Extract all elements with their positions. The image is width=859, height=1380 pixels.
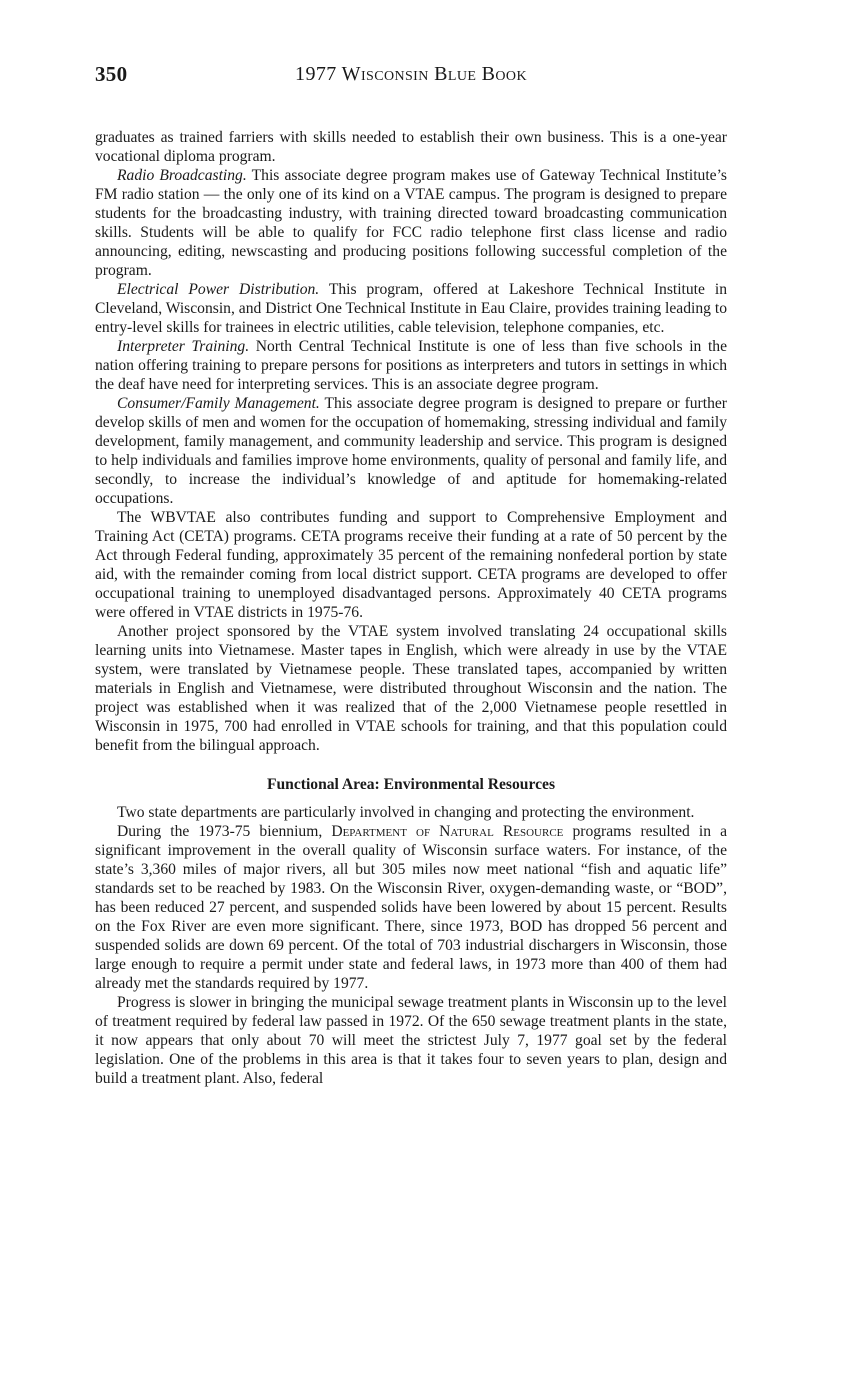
paragraph: Radio Broadcasting. This associate degree program makes use of Gateway Technical Institute’s FM radio station — the only one of its kind on a VTAE campus. The program is designed to prepare students for the broadcasting industry, with training directed toward broadcasting communication skills. Students will be able to qualify for FCC radio telephone first class license and radio announcing, editing, newscasting and producing positions following successful completion of the program.: [95, 167, 727, 279]
paragraph-title: Consumer/Family Management.: [117, 395, 320, 412]
paragraph: Two state departments are particularly involved in changing and protecting the environment.: [117, 804, 695, 821]
paragraph: Interpreter Training. North Central Technical Institute is one of less than five schools in the nation offering training to prepare persons for positions as interpreters and tutors in settings in which the deaf have need for interpreting services. This is an associate degree program.: [95, 338, 727, 393]
page-header: [95, 62, 727, 92]
department-name: Department of Natural Resource: [331, 823, 564, 840]
paragraph: Another project sponsored by the VTAE system involved translating 24 occupational skills learning units into Vietnamese. Master tapes in English, which were already in use by the VTAE system, were translated by Vietnamese people. These translated tapes, accompanied by written materials in English and Vietnamese, were distributed throughout Wisconsin and the nation. The project was established when it was realized that of the 2,000 Vietnamese people resettled in Wisconsin in 1975, 700 had enrolled in VTAE schools for training, and that this population could benefit from the bilingual approach.: [95, 623, 727, 754]
paragraph-title: Interpreter Training.: [117, 338, 250, 355]
body-text: [95, 128, 727, 1088]
paragraph: Electrical Power Distribution. This program, offered at Lakeshore Technical Institute in Cleveland, Wisconsin, and District One Technical Institute in Eau Claire, provides training leading to entry-level skills for trainees in electric utilities, cable television, telephone companies, etc.: [95, 281, 727, 336]
paragraph-title: Radio Broadcasting.: [117, 167, 247, 184]
paragraph: Progress is slower in bringing the municipal sewage treatment plants in Wisconsin up to the level of treatment required by federal law passed in 1972. Of the 650 sewage treatment plants in the state, it now appears that only about 70 will meet the strictest July 7, 1977 goal set by the federal legislation. One of the problems in this area is that it takes four to seven years to plan, design and build a treatment plant. Also, federal: [95, 994, 727, 1087]
section-heading: Functional Area: Environmental Resources: [266, 776, 556, 793]
paragraph: During the 1973-75 biennium, Department of Natural Resource programs resulted in a significant improvement in the overall quality of Wisconsin surface waters. For instance, of the state’s 3,360 miles of major rivers, all but 305 miles now meet national “fish and aquatic life” standards set to be reached by 1983. On the Wisconsin River, oxygen-demanding waste, or “BOD”, has been reduced 27 percent, and suspended solids have been lowered by about 15 percent. Results on the Fox River are even more significant. There, since 1973, BOD has dropped 56 percent and suspended solids are down 69 percent. Of the total of 703 industrial dischargers in Wisconsin, those large enough to require a permit under state and federal laws, in 1973 more than 400 of them had already met the standards required by 1977.: [95, 823, 728, 992]
running-head: 1977 Wisconsin Blue Book: [295, 63, 527, 85]
paragraph-title: Electrical Power Distribution.: [117, 281, 320, 298]
paragraph: Consumer/Family Management. This associate degree program is designed to prepare or further develop skills of men and women for the occupation of homemaking, stressing individual and family development, family management, and community leadership and service. This program is designed to help individuals and families improve home environments, quality of personal and family life, and secondly, to increase the individual’s knowledge of and aptitude for homemaking-related occupations.: [95, 395, 727, 507]
paragraph: graduates as trained farriers with skills needed to establish their own business. This is a one-year vocational diploma program.: [95, 129, 727, 165]
paragraph: The WBVTAE also contributes funding and support to Comprehensive Employment and Training Act (CETA) programs. CETA programs receive their funding at a rate of 50 percent by the Act through Federal funding, approximately 35 percent of the remaining nonfederal portion by state aid, with the remainder coming from local district support. CETA programs are developed to offer occupational training to unemployed disadvantaged persons. Approximately 40 CETA programs were offered in VTAE districts in 1975-76.: [95, 509, 727, 621]
page-number: 350: [95, 62, 128, 86]
